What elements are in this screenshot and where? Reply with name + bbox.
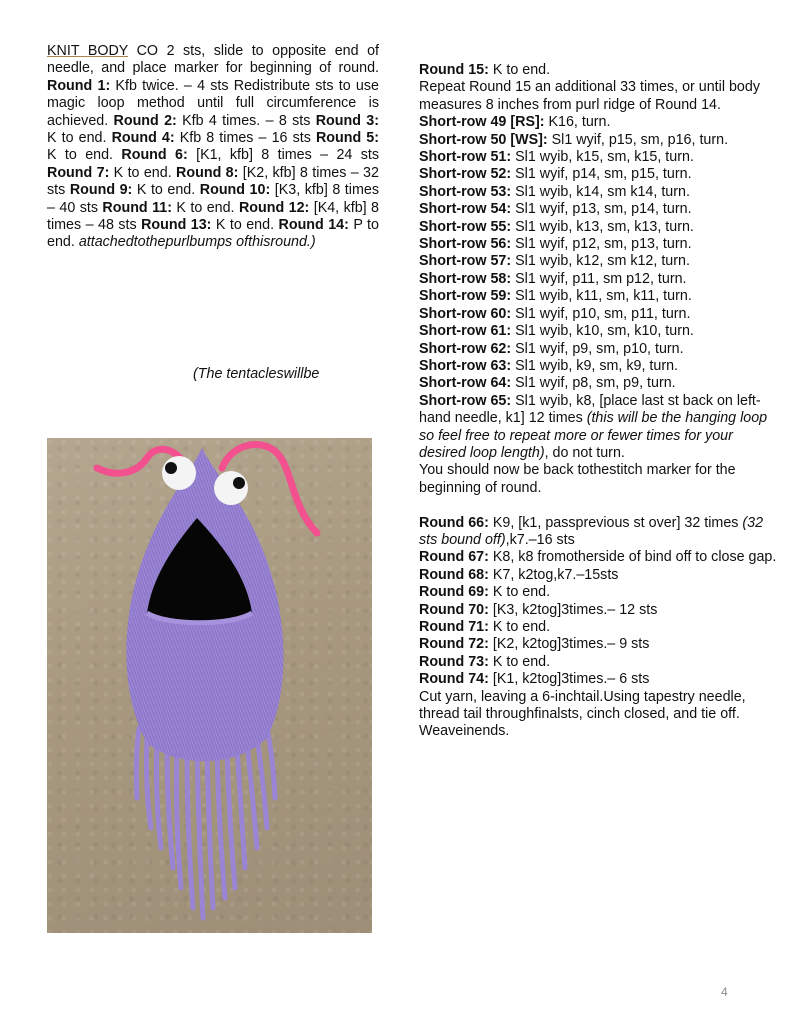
row-label: Short-row 63: [419, 357, 512, 374]
instruction-text: [K2, kfb] 8 times – 32 sts [47, 164, 379, 199]
monster-illustration [47, 438, 372, 933]
row-label: Round 70: [419, 601, 489, 618]
instruction-text: K to end. [47, 147, 122, 164]
row-label: Round 73: [419, 653, 489, 670]
round-label: Round 6: [121, 147, 188, 164]
row-label: Round 68: [419, 566, 489, 583]
left-column-text [47, 43, 379, 252]
instruction-line: Round 15: K to end. [419, 62, 551, 78]
page-number: 4 [721, 985, 728, 999]
instruction-line: Short-row 60: Sl1 wyif, p10, sm, p11, turn. [419, 305, 691, 322]
instruction-text: Kfb 8 times – 16 sts [174, 130, 316, 147]
instruction-line [419, 497, 779, 514]
row-label: Short-row 52: [419, 166, 512, 183]
instruction-text: K to end. [109, 164, 177, 181]
instruction-line: Short-row 57: Sl1 wyib, k12, sm k12, turn. [419, 253, 690, 270]
row-label: Short-row 49 [RS]: [419, 114, 545, 131]
instruction-line: Short-row 59: Sl1 wyib, k11, sm, k11, turn. [419, 288, 692, 305]
instruction-line: Round 69: K to end. [419, 584, 551, 601]
row-label: Short-row 59: [419, 288, 512, 305]
row-label: Round 71: [419, 618, 489, 635]
round-label: Round 7: [47, 164, 110, 181]
round-label: Round 11: [102, 199, 172, 216]
instruction-line: Short-row 63: Sl1 wyib, k9, sm, k9, turn. [419, 357, 679, 374]
instruction-line: Repeat Round 15 an additional 33 times, or until body measures 8 inches from purl ridge of Round 14. [419, 79, 760, 113]
photo-caption: (The tentacleswillbe [193, 366, 320, 382]
instruction-text: [K4, kfb] 8 times – 48 sts [47, 199, 379, 234]
row-label: Round 67: [419, 549, 489, 566]
knit-body-instructions [47, 43, 379, 250]
instruction-line: Short-row 53: Sl1 wyib, k14, sm k14, turn. [419, 183, 690, 200]
row-label: Short-row 61: [419, 323, 512, 340]
instruction-text: K to end. [47, 130, 112, 147]
instruction-line: Round 67: K8, k8 fromotherside of bind off to close gap. [419, 549, 777, 566]
instruction-line: You should now be back tothestitch marker for the beginning of round. [419, 462, 736, 496]
row-label: Round 69: [419, 584, 489, 601]
instruction-text: [K3, kfb] 8 times – 40 sts [47, 182, 379, 216]
italic-note: (32 sts bound off) [419, 514, 764, 548]
instruction-line: Round 71: K to end. [419, 618, 551, 635]
row-label: Short-row 51: [419, 149, 512, 166]
round-label: Round 10: [199, 182, 271, 199]
instruction-line: Short-row 62: Sl1 wyif, p9, sm, p10, turn. [419, 340, 684, 357]
row-label: Short-row 60: [419, 305, 512, 322]
instruction-line: Short-row 54: Sl1 wyif, p13, sm, p14, turn. [419, 201, 692, 218]
row-label: Short-row 54: [419, 201, 512, 218]
instruction-text: [K1, kfb] 8 times – 24 sts [187, 147, 380, 164]
instruction-text: K to end. [211, 217, 279, 234]
round-label: Round 2: [113, 112, 177, 129]
instruction-line: Round 68: K7, k2tog,k7.–15sts [419, 566, 619, 583]
row-label: Round 74: [419, 671, 489, 688]
round-label: Round 1: [47, 77, 111, 94]
italic-note: attachedtothepurlbumps ofthisround.) [78, 234, 316, 251]
instruction-text: CO 2 sts, slide to opposite end of needle, and place marker for beginning of round. [47, 43, 379, 77]
italic-note: (this will be the hanging loop so feel free to repeat more or fewer times for your desired loop length) [419, 410, 768, 461]
row-label: Short-row 57: [419, 253, 512, 270]
knit-body-heading: KNIT BODY [47, 43, 129, 59]
round-label: Round 5: [315, 130, 379, 147]
row-label: Short-row 55: [419, 218, 512, 235]
round-label: Round 8: [176, 164, 239, 181]
instruction-text: P to end. [47, 217, 379, 251]
row-label: Round 15: [419, 62, 489, 78]
row-label: Short-row 62: [419, 340, 512, 357]
round-label: Round 13: [141, 217, 212, 234]
row-label: Round 66: [419, 514, 489, 531]
instruction-line: Round 66: K9, [k1, passprevious st over] 32 times (32 sts bound off),k7.–16 sts [419, 514, 764, 548]
round-label: Round 14: [278, 217, 349, 234]
instruction-line: Round 70: [K3, k2tog]3times.– 12 sts [419, 601, 658, 618]
instruction-line: Short-row 64: Sl1 wyif, p8, sm, p9, turn. [419, 375, 676, 392]
row-label: Short-row 64: [419, 375, 512, 392]
instruction-line: Short-row 51: Sl1 wyib, k15, sm, k15, turn. [419, 149, 694, 166]
right-eye-icon [214, 471, 248, 505]
row-label: Short-row 56: [419, 236, 512, 253]
instruction-line: Round 74: [K1, k2tog]3times.– 6 sts [419, 671, 650, 688]
monster-bag-photo [47, 438, 372, 933]
instruction-line: Short-row 52: Sl1 wyif, p14, sm, p15, turn. [419, 166, 692, 183]
round-label: Round 3: [315, 112, 379, 129]
instruction-line: Short-row 49 [RS]: K16, turn. [419, 114, 611, 131]
round-label: Round 12: [238, 199, 310, 216]
instruction-line: Short-row 58: Sl1 wyif, p11, sm p12, turn. [419, 270, 687, 287]
row-label: Round 72: [419, 636, 489, 653]
instruction-line: Short-row 65: Sl1 wyib, k8, [place last st back on left-hand needle, k1] 12 times (this will be the hanging loop so feel free to repeat more or fewer times for your desired loop length), do not turn. [419, 392, 768, 461]
instruction-line: Round 73: K to end. [419, 653, 551, 670]
instruction-text: K to end. [171, 199, 239, 216]
row-label: Short-row 50 [WS]: [419, 131, 548, 148]
instruction-line: Short-row 50 [WS]: Sl1 wyif, p15, sm, p16, turn. [419, 131, 729, 148]
row-label: Short-row 65: [419, 392, 512, 409]
right-column-text [419, 62, 779, 741]
instruction-text: Kfb 4 times. – 8 sts [176, 112, 316, 129]
round-label: Round 9: [69, 182, 133, 199]
left-eye-icon [162, 456, 196, 490]
row-label: Short-row 53: [419, 183, 512, 200]
instruction-line: Round 72: [K2, k2tog]3times.– 9 sts [419, 636, 650, 653]
instruction-text: K to end. [132, 182, 200, 199]
row-label: Short-row 58: [419, 270, 512, 287]
instruction-line: Short-row 56: Sl1 wyif, p12, sm, p13, turn. [419, 236, 692, 253]
instruction-line: Short-row 55: Sl1 wyib, k13, sm, k13, turn. [419, 218, 694, 235]
instruction-text: Kfb twice. – 4 sts Redistribute sts to use magic loop method until full circumference is achieved. [47, 77, 379, 129]
instruction-line: Cut yarn, leaving a 6-inchtail.Using tapestry needle, thread tail throughfinalsts, cinch closed, and tie off. Weaveinends. [419, 688, 746, 740]
round-label: Round 4: [111, 130, 175, 147]
instruction-line: Short-row 61: Sl1 wyib, k10, sm, k10, turn. [419, 323, 694, 340]
